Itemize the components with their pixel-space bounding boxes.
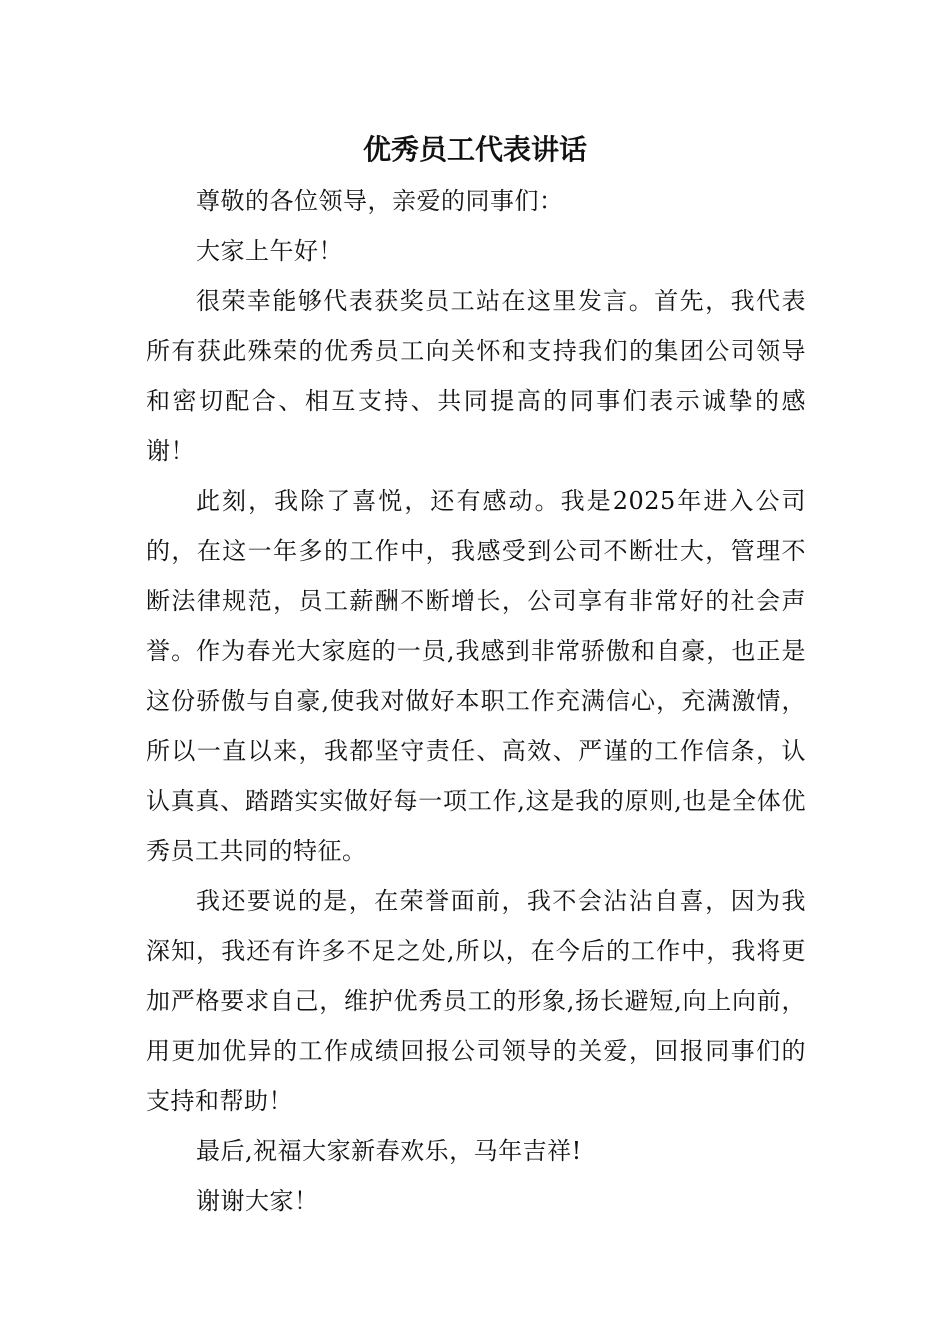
- greeting-paragraph: 尊敬的各位领导，亲爱的同事们：: [196, 187, 564, 215]
- document-body: [146, 176, 806, 1226]
- thanks-paragraph: 谢谢大家！: [196, 1187, 319, 1215]
- body-paragraph: 很荣幸能够代表获奖员工站在这里发言。首先，我代表所有获此殊荣的优秀员工向关怀和支持我们的集团公司领导和密切配合、相互支持、共同提高的同事们表示诚挚的感谢！: [146, 287, 806, 465]
- body-paragraph: 此刻，我除了喜悦，还有感动。我是2025年进入公司的，在这一年多的工作中，我感受到公司不断壮大，管理不断法律规范，员工薪酬不断增长，公司享有非常好的社会声誉。作为春光大家庭的一员,我感到非常骄傲和自豪，也正是这份骄傲与自豪,使我对做好本职工作充满信心，充满激情，所以一直以来，我都坚守责任、高效、严谨的工作信条，认认真真、踏踏实实做好每一项工作,这是我的原则,也是全体优秀员工共同的特征。: [146, 487, 806, 865]
- body-paragraph: 我还要说的是，在荣誉面前，我不会沾沾自喜，因为我深知，我还有许多不足之处,所以，在今后的工作中，我将更加严格要求自己，维护优秀员工的形象,扬长避短,向上向前，用更加优异的工作成绩回报公司领导的关爱，回报同事们的支持和帮助！: [146, 887, 806, 1115]
- closing-paragraph: 最后,祝福大家新春欢乐，马年吉祥!: [196, 1137, 582, 1165]
- document-title: 优秀员工代表讲话: [362, 133, 587, 166]
- salutation-paragraph: 大家上午好！: [196, 237, 343, 265]
